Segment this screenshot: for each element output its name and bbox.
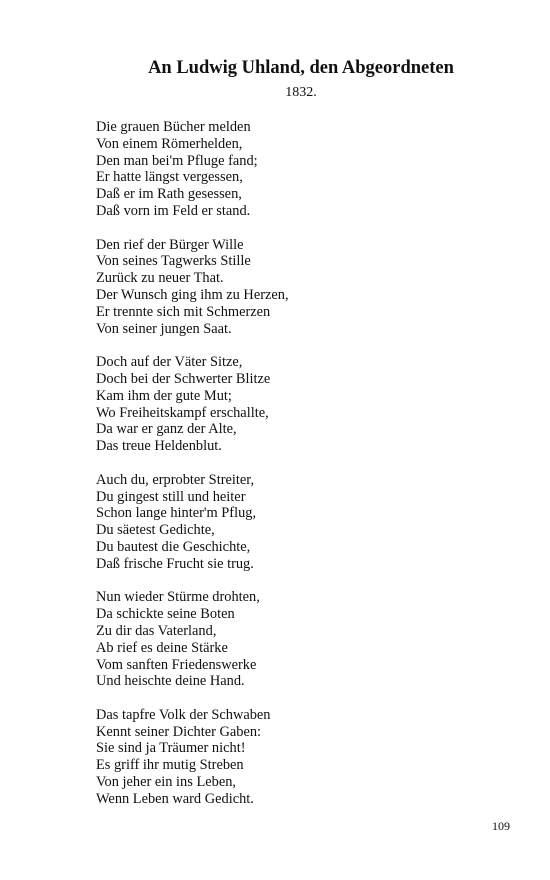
poem-line: Das tapfre Volk der Schwaben [96,706,271,723]
poem-line: Von jeher ein ins Leben, [96,774,237,791]
page-number: 109 [492,819,510,833]
poem-line: Er hatte längst vergessen, [96,169,243,186]
poem-line: Da war er ganz der Alte, [96,421,237,438]
poem-line: Daß vorn im Feld er stand. [96,202,251,219]
poem-line: Doch auf der Väter Sitze, [96,354,243,371]
poem-line: Den rief der Bürger Wille [96,236,244,253]
stanza [96,707,289,808]
poem-line: Kam ihm der gute Mut; [96,387,232,404]
poem-line: Du bautest die Geschichte, [96,538,251,555]
poem-line: Da schickte seine Boten [96,606,235,623]
poem-line: Und heischte deine Hand. [96,673,245,690]
poem-line: Wo Freiheitskampf erschallte, [96,404,269,421]
poem-line: Daß frische Frucht sie trug. [96,555,254,572]
poem-title: An Ludwig Uhland, den Abgeordneten [148,58,454,78]
poem-line: Er trennte sich mit Schmerzen [96,303,271,320]
poem-line: Du gingest still und heiter [96,488,246,505]
poem-line: Zu dir das Vaterland, [96,622,217,639]
stanza [96,237,289,338]
stanza [96,472,289,573]
poem-line: Es griff ihr mutig Streben [96,757,244,774]
poem-line: Den man bei'm Pfluge fand; [96,152,258,169]
poem-line: Von einem Römerhelden, [96,135,243,152]
stanza [96,589,289,690]
poem-line: Nun wieder Stürme drohten, [96,589,260,606]
poem-line: Sie sind ja Träumer nicht! [96,740,246,757]
poem-line: Auch du, erprobter Streiter, [96,471,255,488]
poem-line: Von seines Tagwerks Stille [96,253,251,270]
poem-line: Du säetest Gedichte, [96,522,215,539]
stanza [96,354,289,455]
poem-line: Der Wunsch ging ihm zu Herzen, [96,286,289,303]
poem-body [96,119,289,808]
poem-line: Vom sanften Friedenswerke [96,656,257,673]
poem-line: Wenn Leben ward Gedicht. [96,790,254,807]
poem-line: Zurück zu neuer That. [96,270,224,287]
poem-line: Von seiner jungen Saat. [96,320,232,337]
poem-line: Kennt seiner Dichter Gaben: [96,723,262,740]
poem-year: 1832. [285,85,317,100]
poem-line: Daß er im Rath gesessen, [96,186,242,203]
stanza [96,119,289,220]
poem-line: Das treue Heldenblut. [96,438,222,455]
poem-line: Die grauen Bücher melden [96,119,251,135]
poem-line: Schon lange hinter'm Pflug, [96,505,257,522]
poem-line: Doch bei der Schwerter Blitze [96,370,271,387]
poem-line: Ab rief es deine Stärke [96,639,228,656]
